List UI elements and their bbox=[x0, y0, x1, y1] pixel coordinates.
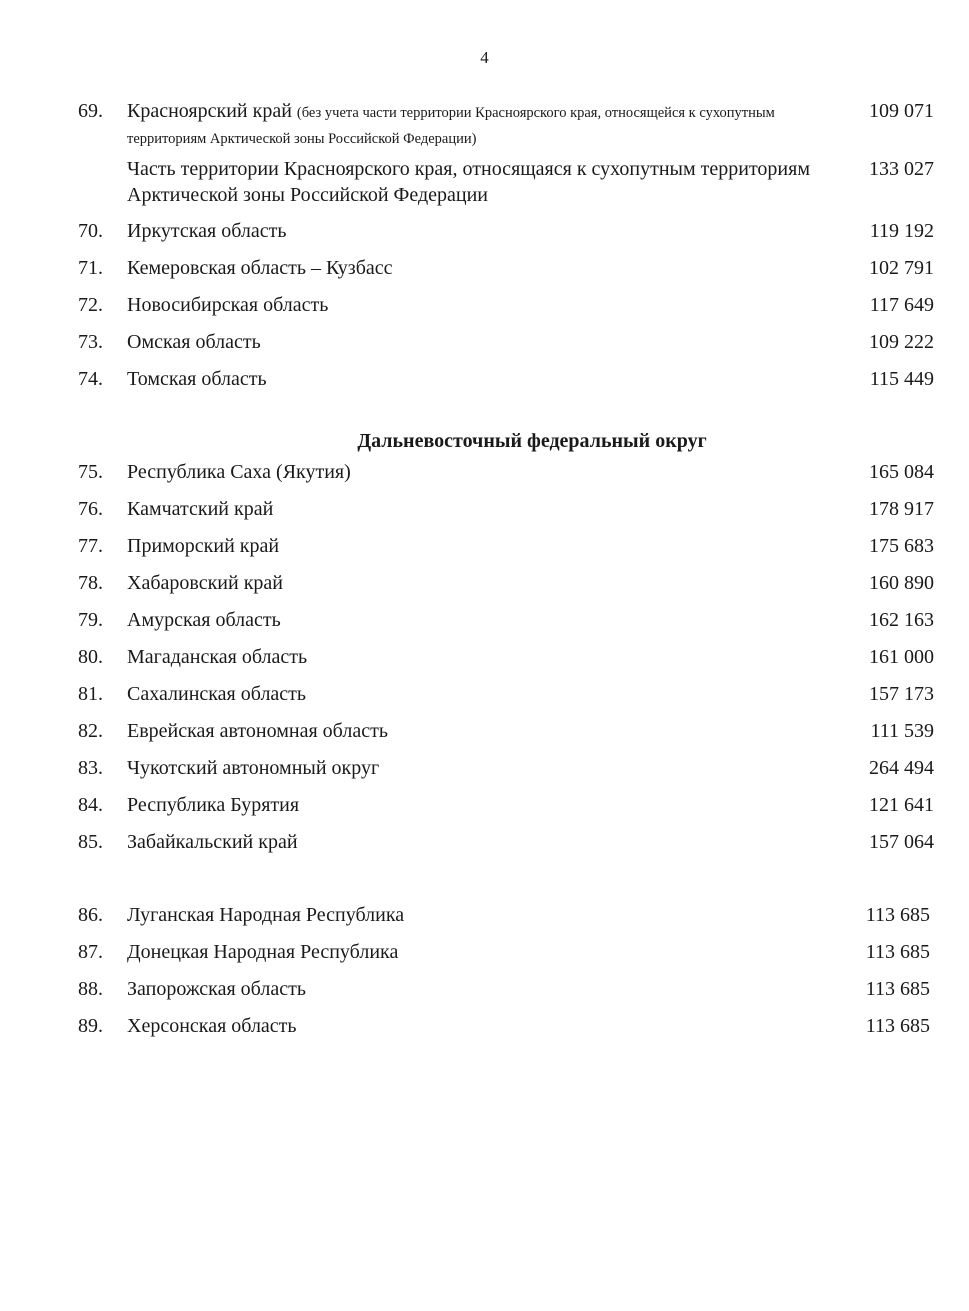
row-name: Камчатский край bbox=[127, 498, 274, 520]
section-title: Дальневосточный федеральный округ bbox=[357, 430, 707, 452]
row-value: 133 027 bbox=[869, 158, 934, 180]
row-number: 69. bbox=[78, 100, 103, 122]
row-name: Иркутская область bbox=[127, 220, 287, 242]
row-number: 86. bbox=[78, 904, 103, 926]
row-name: Херсонская область bbox=[127, 1015, 297, 1037]
row-value: 119 192 bbox=[869, 220, 934, 242]
row-number: 84. bbox=[78, 794, 103, 816]
row-value: 113 685 bbox=[865, 978, 930, 1000]
row-name: Магаданская область bbox=[127, 646, 308, 668]
row-number: 73. bbox=[78, 331, 103, 353]
row-value: 264 494 bbox=[869, 757, 934, 779]
row-name: Приморский край bbox=[127, 535, 280, 557]
row-value: 117 649 bbox=[869, 294, 934, 316]
row-value: 113 685 bbox=[865, 904, 930, 926]
row-number: 81. bbox=[78, 683, 103, 705]
row-value: 109 222 bbox=[869, 331, 934, 353]
row-value: 157 064 bbox=[869, 831, 934, 853]
row-number: 75. bbox=[78, 461, 103, 483]
row-number: 77. bbox=[78, 535, 103, 557]
row-name: Луганская Народная Республика bbox=[127, 904, 405, 926]
row-number: 74. bbox=[78, 368, 103, 390]
row-number: 76. bbox=[78, 498, 103, 520]
row-value: 111 539 bbox=[870, 720, 934, 742]
row-name: Республика Бурятия bbox=[127, 794, 300, 816]
row-number: 83. bbox=[78, 757, 103, 779]
row-number: 85. bbox=[78, 831, 103, 853]
row-number: 87. bbox=[78, 941, 103, 963]
row-value: 157 173 bbox=[869, 683, 934, 705]
row-value: 113 685 bbox=[865, 941, 930, 963]
row-value: 162 163 bbox=[869, 609, 934, 631]
row-number: 79. bbox=[78, 609, 103, 631]
row-number: 88. bbox=[78, 978, 103, 1000]
row-value: 165 084 bbox=[869, 461, 934, 483]
row-name: Республика Саха (Якутия) bbox=[127, 461, 351, 483]
row-name bbox=[127, 98, 827, 150]
row-name: Часть территории Красноярского края, относящаяся к сухопутным территориям Арктической зоны Российской Федерации bbox=[127, 158, 810, 206]
row-name: Амурская область bbox=[127, 609, 281, 631]
row-name: Новосибирская область bbox=[127, 294, 329, 316]
row-value: 175 683 bbox=[869, 535, 934, 557]
row-value: 121 641 bbox=[869, 794, 934, 816]
row-name: Еврейская автономная область bbox=[127, 720, 388, 742]
row-name: Сахалинская область bbox=[127, 683, 307, 705]
row-value: 115 449 bbox=[869, 368, 934, 390]
row-number: 71. bbox=[78, 257, 103, 279]
row-number: 89. bbox=[78, 1015, 103, 1037]
row-name: Кемеровская область – Кузбасс bbox=[127, 257, 393, 279]
row-name: Донецкая Народная Республика bbox=[127, 941, 399, 963]
row-name: Хабаровский край bbox=[127, 572, 283, 594]
page-number: 4 bbox=[480, 48, 489, 67]
row-name: Запорожская область bbox=[127, 978, 306, 1000]
region-name: Красноярский край bbox=[127, 100, 292, 122]
row-name: Забайкальский край bbox=[127, 831, 298, 853]
row-value: 160 890 bbox=[869, 572, 934, 594]
row-number: 80. bbox=[78, 646, 103, 668]
row-value: 102 791 bbox=[869, 257, 934, 279]
row-number: 78. bbox=[78, 572, 103, 594]
row-name: Омская область bbox=[127, 331, 261, 353]
row-number: 72. bbox=[78, 294, 103, 316]
row-value: 109 071 bbox=[869, 100, 934, 122]
row-value: 161 000 bbox=[869, 646, 934, 668]
row-number: 82. bbox=[78, 720, 103, 742]
row-name: Томская область bbox=[127, 368, 267, 390]
row-value: 113 685 bbox=[865, 1015, 930, 1037]
row-value: 178 917 bbox=[869, 498, 934, 520]
row-name: Чукотский автономный округ bbox=[127, 757, 380, 779]
region-note: (без учета части территории Красноярского края, относящейся к сухопутным территориям Арктической зоны Российской Федерации) bbox=[127, 105, 775, 147]
row-number: 70. bbox=[78, 220, 103, 242]
